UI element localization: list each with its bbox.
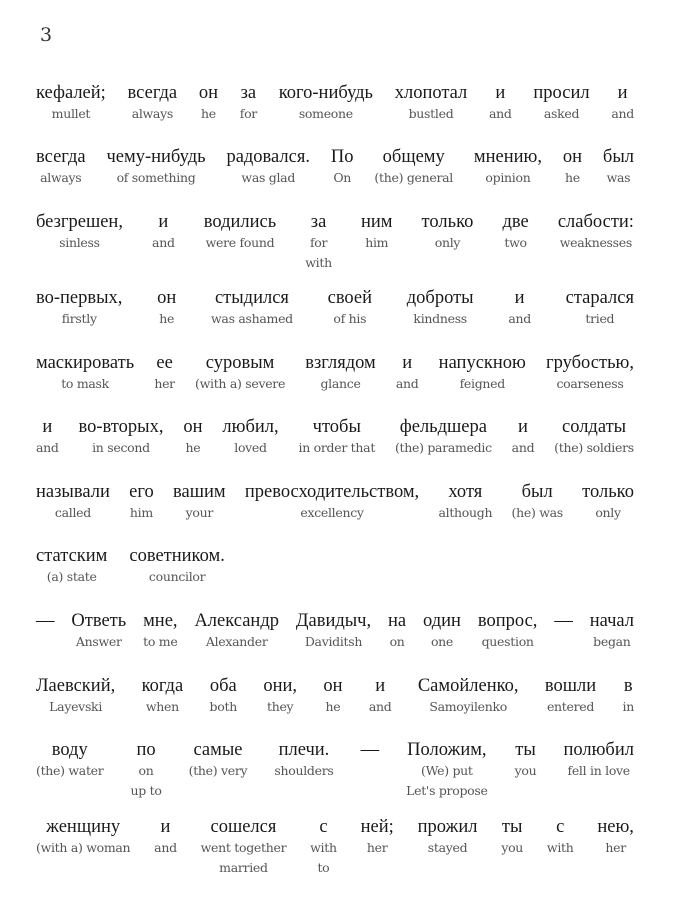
english-gloss: Daviditsh — [304, 634, 363, 649]
russian-word: и — [617, 83, 628, 103]
russian-word: и — [42, 417, 53, 437]
word-block — [545, 676, 596, 717]
word-block — [582, 482, 634, 523]
word-block — [439, 353, 526, 394]
english-gloss: they — [266, 699, 294, 714]
russian-word: плечи. — [278, 740, 330, 760]
english-gloss: both — [209, 699, 237, 714]
english-gloss: and — [154, 840, 177, 855]
word-block — [310, 817, 337, 878]
russian-word: хотя — [448, 482, 483, 502]
word-block — [142, 676, 184, 717]
russian-word: ним — [360, 212, 393, 232]
russian-word: мне, — [143, 611, 178, 631]
word-block — [143, 611, 177, 652]
english-gloss: and — [36, 440, 59, 455]
english-gloss: was ashamed — [211, 311, 293, 326]
word-block — [240, 83, 257, 124]
english-gloss: you — [501, 840, 524, 855]
word-block — [533, 83, 589, 124]
english-gloss: Let's propose — [406, 783, 488, 798]
russian-word: По — [330, 147, 354, 167]
word-block — [515, 740, 537, 781]
word-block — [512, 482, 563, 523]
word-block — [369, 676, 392, 717]
english-gloss: two — [504, 235, 527, 250]
text-line — [36, 740, 634, 801]
russian-word: стыдился — [214, 288, 289, 308]
text-line — [36, 611, 634, 652]
english-gloss: called — [54, 505, 91, 520]
english-gloss: sinless — [59, 235, 100, 250]
english-gloss: firstly — [61, 311, 97, 326]
russian-word: с — [556, 817, 565, 837]
word-block — [554, 417, 634, 458]
word-block — [323, 676, 342, 717]
word-block — [546, 353, 634, 394]
english-gloss: although — [438, 505, 493, 520]
word-block — [128, 83, 178, 124]
russian-word: сошелся — [210, 817, 277, 837]
word-block — [478, 611, 538, 652]
english-gloss: opinion — [485, 170, 531, 185]
english-gloss — [43, 632, 47, 652]
word-block — [299, 417, 376, 458]
russian-word: только — [421, 212, 474, 232]
english-gloss: Answer — [75, 634, 122, 649]
english-gloss: was glad — [241, 170, 296, 185]
english-gloss: weaknesses — [559, 235, 632, 250]
english-gloss: with — [546, 840, 574, 855]
word-block — [211, 288, 293, 329]
word-block — [508, 288, 531, 329]
word-block — [106, 147, 205, 188]
russian-word: — — [360, 740, 380, 760]
russian-word: за — [240, 83, 257, 103]
russian-word: и — [495, 83, 506, 103]
english-gloss: to mask — [61, 376, 109, 391]
word-block — [502, 212, 528, 253]
russian-word: общему — [382, 147, 445, 167]
russian-word: любил, — [222, 417, 279, 437]
english-gloss: married — [219, 860, 268, 875]
english-gloss: (the) very — [188, 763, 248, 778]
russian-word: и — [518, 417, 528, 437]
english-gloss: someone — [298, 106, 353, 121]
russian-word: он — [183, 417, 203, 437]
russian-word: Положим, — [407, 740, 487, 760]
word-block — [36, 482, 110, 523]
russian-word: женщину — [46, 817, 121, 837]
russian-word: они, — [263, 676, 297, 696]
word-block — [201, 817, 287, 878]
word-block — [195, 353, 285, 394]
english-gloss: (the) water — [36, 763, 104, 778]
russian-word: ее — [156, 353, 173, 373]
word-block — [331, 147, 354, 188]
text-line — [36, 482, 634, 523]
english-gloss: (with a) woman — [36, 840, 131, 855]
word-block — [374, 147, 453, 188]
english-gloss: your — [185, 505, 213, 520]
word-block — [489, 83, 512, 124]
english-gloss: (the) soldiers — [554, 440, 634, 455]
english-gloss: in second — [92, 440, 150, 455]
russian-word: по — [136, 740, 156, 760]
word-block — [418, 676, 519, 717]
russian-word: и — [375, 676, 386, 696]
english-gloss: for — [309, 235, 328, 250]
russian-word: и — [402, 353, 413, 373]
russian-word: суровым — [205, 353, 275, 373]
english-gloss: (a) state — [46, 569, 97, 584]
english-gloss: only — [595, 505, 621, 520]
english-gloss: (with a) severe — [195, 376, 286, 391]
english-gloss: on — [389, 634, 405, 649]
russian-word: своей — [327, 288, 373, 308]
word-block — [36, 676, 115, 717]
english-gloss: bustled — [408, 106, 454, 121]
russian-word: один — [423, 611, 461, 631]
english-gloss: and — [511, 440, 535, 455]
english-gloss: and — [508, 311, 531, 326]
word-block — [361, 817, 394, 858]
english-gloss: in — [622, 699, 634, 714]
word-block — [36, 147, 86, 188]
english-gloss: only — [434, 235, 461, 250]
english-gloss: he — [325, 699, 341, 714]
russian-word: ты — [501, 817, 523, 837]
english-gloss: question — [481, 634, 534, 649]
russian-word: вошли — [544, 676, 597, 696]
english-gloss: with — [310, 840, 337, 855]
word-block — [558, 212, 634, 253]
english-gloss: up to — [130, 783, 162, 798]
russian-word: хлопотал — [394, 83, 468, 103]
text-line — [36, 83, 634, 124]
word-block — [71, 611, 126, 652]
russian-word: называли — [36, 482, 110, 502]
english-gloss: kindness — [413, 311, 467, 326]
word-block — [36, 417, 59, 458]
russian-word: он — [323, 676, 343, 696]
word-block — [418, 817, 478, 858]
english-gloss — [562, 632, 566, 652]
word-block — [305, 212, 332, 273]
word-block — [154, 353, 175, 394]
russian-word: Александр — [194, 611, 279, 631]
page-number: 3 — [40, 24, 53, 46]
word-block — [36, 611, 55, 652]
word-block — [328, 288, 372, 329]
english-gloss: (the) paramedic — [394, 440, 492, 455]
english-gloss: of his — [333, 311, 367, 326]
text-line — [36, 417, 634, 458]
english-gloss: stayed — [427, 840, 468, 855]
word-block — [611, 83, 634, 124]
english-gloss: (he) was — [511, 505, 563, 520]
english-gloss: (the) general — [374, 170, 453, 185]
word-block — [129, 546, 224, 587]
english-gloss: and — [368, 699, 392, 714]
english-gloss: excellency — [300, 505, 364, 520]
word-block — [183, 417, 202, 458]
english-gloss: you — [514, 763, 537, 778]
english-gloss: On — [333, 170, 352, 185]
english-gloss: him — [129, 505, 153, 520]
russian-word: и — [514, 288, 525, 308]
text-line — [36, 147, 634, 188]
word-block — [396, 353, 419, 394]
russian-word: в — [623, 676, 633, 696]
russian-word: ты — [515, 740, 536, 760]
russian-word: Лаевский, — [36, 676, 116, 696]
russian-word: всегда — [36, 147, 86, 167]
word-block — [152, 212, 175, 253]
russian-word: водились — [203, 212, 277, 232]
russian-word: статским — [36, 546, 108, 566]
english-gloss: her — [605, 840, 626, 855]
word-block — [226, 147, 310, 188]
english-gloss: on — [138, 763, 154, 778]
russian-word: Давидыч, — [295, 611, 372, 631]
russian-word: оба — [209, 676, 237, 696]
english-gloss: he — [201, 106, 216, 121]
word-block — [474, 147, 542, 188]
word-block — [189, 740, 248, 781]
russian-word: фельдшера — [399, 417, 487, 437]
text-line — [36, 546, 634, 587]
russian-word: он — [198, 83, 219, 103]
russian-word: полюбил — [563, 740, 634, 760]
word-block — [395, 417, 492, 458]
russian-word: и — [158, 212, 169, 232]
english-gloss: mullet — [51, 106, 91, 121]
russian-word: кефалей; — [36, 83, 106, 103]
word-block — [36, 740, 103, 781]
russian-word: слабости: — [557, 212, 634, 232]
english-gloss: always — [40, 170, 82, 185]
russian-word: радовался. — [226, 147, 311, 167]
word-block — [222, 417, 278, 458]
word-block — [36, 353, 134, 394]
english-gloss: tried — [585, 311, 615, 326]
english-gloss: were found — [205, 235, 275, 250]
text-line — [36, 212, 634, 273]
russian-word: маскировать — [36, 353, 135, 373]
text-line — [36, 288, 634, 329]
english-gloss: Layevski — [49, 699, 103, 714]
word-block — [131, 740, 162, 801]
word-block — [36, 288, 122, 329]
english-gloss: him — [365, 235, 389, 250]
russian-word: доброты — [406, 288, 474, 308]
russian-word: мнению, — [473, 147, 542, 167]
english-gloss: one — [430, 634, 454, 649]
word-block — [296, 611, 371, 652]
text-line — [36, 817, 634, 878]
russian-word: за — [310, 212, 327, 232]
english-gloss: always — [131, 106, 173, 121]
word-block — [563, 147, 582, 188]
russian-word: старался — [565, 288, 634, 308]
english-gloss: and — [489, 106, 512, 121]
russian-word: Самойленко, — [417, 676, 519, 696]
english-gloss: he — [159, 311, 175, 326]
russian-word: вопрос, — [477, 611, 538, 631]
word-block — [554, 611, 573, 652]
english-gloss: her — [366, 840, 388, 855]
word-block — [597, 817, 634, 858]
english-gloss: her — [154, 376, 175, 391]
english-gloss: was — [606, 170, 631, 185]
russian-word: безгрешен, — [36, 212, 123, 232]
english-gloss: glance — [320, 376, 361, 391]
word-block — [388, 611, 406, 652]
russian-word: когда — [141, 676, 184, 696]
russian-word: во-вторых, — [78, 417, 164, 437]
russian-word: две — [502, 212, 529, 232]
word-block — [173, 482, 226, 523]
word-block — [422, 212, 474, 253]
word-block — [590, 611, 634, 652]
english-gloss: asked — [543, 106, 580, 121]
russian-word: чему-нибудь — [106, 147, 206, 167]
english-gloss: and — [152, 235, 175, 250]
word-block — [395, 83, 468, 124]
word-block — [204, 212, 276, 253]
english-gloss: Samoyilenko — [429, 699, 508, 714]
word-block — [154, 817, 177, 858]
word-block — [36, 817, 130, 858]
word-block — [274, 740, 333, 781]
russian-word: он — [157, 288, 177, 308]
english-gloss: to — [317, 860, 330, 875]
english-gloss: feigned — [459, 376, 505, 391]
russian-word: превосходительством, — [244, 482, 420, 502]
russian-word: кого-нибудь — [278, 83, 373, 103]
word-block — [36, 83, 106, 124]
english-gloss: with — [305, 255, 332, 270]
word-block — [512, 417, 535, 458]
word-block — [305, 353, 375, 394]
word-block — [245, 482, 419, 523]
text-line — [36, 676, 634, 717]
word-block — [361, 212, 393, 253]
english-gloss: he — [565, 170, 580, 185]
word-block — [563, 740, 634, 781]
english-gloss: entered — [546, 699, 595, 714]
word-block — [603, 147, 634, 188]
russian-word: был — [521, 482, 553, 502]
russian-word: прожил — [417, 817, 478, 837]
russian-word: Ответь — [71, 611, 127, 631]
english-gloss: of something — [116, 170, 196, 185]
russian-word: самые — [193, 740, 243, 760]
english-gloss: coarseness — [556, 376, 624, 391]
english-gloss: councilor — [148, 569, 206, 584]
russian-word: взглядом — [305, 353, 376, 373]
word-block — [194, 611, 279, 652]
russian-word: с — [319, 817, 328, 837]
english-gloss: shoulders — [274, 763, 334, 778]
russian-word: ней; — [360, 817, 394, 837]
russian-word: начал — [589, 611, 634, 631]
russian-word: напускною — [438, 353, 526, 373]
word-block — [279, 83, 373, 124]
russian-word: всегда — [127, 83, 178, 103]
english-gloss — [368, 761, 372, 781]
word-block — [501, 817, 523, 858]
english-gloss: (We) put — [421, 763, 473, 778]
russian-word: вашим — [173, 482, 226, 502]
word-block — [547, 817, 574, 858]
russian-word: на — [388, 611, 407, 631]
russian-word: — — [554, 611, 573, 631]
text-line — [36, 353, 634, 394]
english-gloss: Alexander — [205, 634, 268, 649]
word-block — [406, 740, 488, 801]
russian-word: грубостью, — [546, 353, 634, 373]
russian-word: — — [36, 611, 55, 631]
russian-word: воду — [51, 740, 88, 760]
word-block — [36, 212, 123, 253]
russian-word: был — [602, 147, 634, 167]
english-gloss: and — [611, 106, 634, 121]
english-gloss: he — [185, 440, 201, 455]
english-gloss: loved — [234, 440, 267, 455]
russian-word: он — [562, 147, 583, 167]
word-block — [438, 482, 492, 523]
word-block — [566, 288, 634, 329]
russian-word: и — [160, 817, 171, 837]
english-gloss: to me — [143, 634, 178, 649]
word-block — [623, 676, 634, 717]
word-block — [199, 83, 218, 124]
word-block — [263, 676, 297, 717]
russian-word: солдаты — [561, 417, 627, 437]
word-block — [79, 417, 164, 458]
english-gloss: fell in love — [567, 763, 630, 778]
russian-word: его — [129, 482, 154, 502]
word-block — [407, 288, 474, 329]
russian-word: во-первых, — [36, 288, 123, 308]
word-block — [361, 740, 380, 781]
word-block — [423, 611, 461, 652]
english-gloss: when — [145, 699, 179, 714]
word-block — [129, 482, 154, 523]
english-gloss: went together — [200, 840, 287, 855]
russian-word: нею, — [597, 817, 634, 837]
russian-word: чтобы — [312, 417, 361, 437]
english-gloss: began — [593, 634, 631, 649]
russian-word: советником. — [129, 546, 225, 566]
english-gloss: in order that — [298, 440, 376, 455]
word-block — [157, 288, 176, 329]
russian-word: только — [582, 482, 634, 502]
english-gloss: for — [239, 106, 257, 121]
word-block — [36, 546, 107, 587]
russian-word: просил — [533, 83, 590, 103]
word-block — [210, 676, 237, 717]
english-gloss: and — [395, 376, 419, 391]
